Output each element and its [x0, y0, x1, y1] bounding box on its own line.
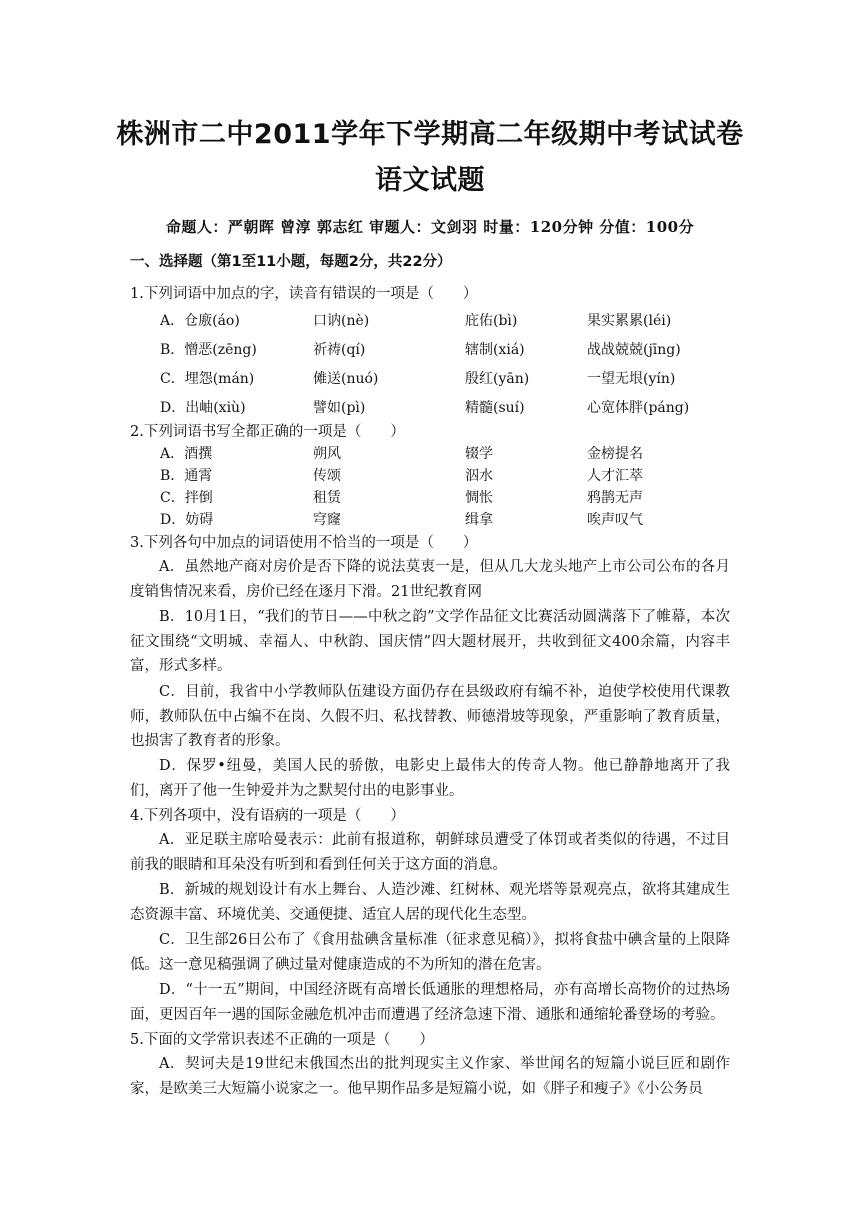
q1-option-d: D．出岫(xiù): [160, 400, 246, 416]
q1-option-a: A．仓廒(áo): [160, 313, 240, 329]
q1-option-b: B．憎恶(zēng): [160, 342, 257, 358]
section-heading: 一、选择题（第1至11小题，每题2分，共22分）: [130, 254, 452, 270]
q4-option-b: B．新城的规划设计有水上舞台、人造沙滩、红树林、观光塔等景观亮点，欲将其建成生态资源丰富、环境优美、交通便捷、适宜人居的现代化生态型。: [130, 882, 730, 923]
q3-option-b: B．10月1日，“我们的节日——中秋之韵”文学作品征文比赛活动圆满落下了帷幕，本次征文围绕“文明城、幸福人、中秋韵、国庆情”四大题材展开，共收到征文400余篇，内容丰富，形式多样。: [130, 609, 730, 674]
q4-option-a: A．亚足联主席哈曼表示：此前有报道称，朝鲜球员遭受了体罚或者类似的待遇，不过目前我的眼睛和耳朵没有听到和看到任何关于这方面的消息。: [130, 832, 730, 873]
q1-option-a-word3: 庇佑(bì): [465, 313, 518, 329]
q4-option-d: D．“十一五”期间，中国经济既有高增长低通胀的理想格局，亦有高增长高物价的过热场面，更因百年一遇的国际金融危机冲击而遭遇了经济急速下滑、通胀和通缩轮番登场的考验。: [130, 982, 730, 1023]
q2-option-a-word3: 辍学: [465, 446, 493, 462]
q2-option-d-word4: 唉声叹气: [587, 512, 643, 528]
q1-option-a-word4: 果实累累(léi): [587, 313, 672, 329]
q1-option-b-word3: 辖制(xiá): [465, 342, 525, 358]
q1-option-c: C．埋怨(mán): [160, 371, 255, 387]
q2-option-a: A．酒撰: [160, 446, 213, 462]
q1-option-c-word4: 一望无垠(yín): [587, 371, 676, 387]
q1-option-b-word2: 祈祷(qí): [313, 342, 366, 358]
q2-option-d-word3: 缉拿: [465, 512, 493, 528]
q1-option-c-word2: 傩送(nuó): [313, 371, 379, 387]
q1-option-c-word3: 殷红(yān): [465, 371, 530, 387]
q1-option-a-word2: 口讷(nè): [313, 313, 370, 329]
q2-option-c: C．拌倒: [160, 490, 213, 506]
q3-option-c: C．目前，我省中小学教师队伍建设方面仍存在县级政府有编不补，迫使学校使用代课教师，教师队伍中占编不在岗、久假不归、私找替教、师德滑坡等现象，严重影响了教育质量，也损害了教育者的形象。: [130, 684, 730, 749]
q1-option-d-word4: 心宽体胖(páng): [587, 400, 690, 416]
q1-option-b-word4: 战战兢兢(jīng): [587, 342, 681, 358]
q1-option-d-word3: 精髓(suí): [465, 400, 525, 416]
q2-option-b-word3: 泅水: [465, 468, 493, 484]
q3-option-a: A．虽然地产商对房价是否下降的说法莫衷一是，但从几大龙头地产上市公司公布的各月度销售情况来看，房价已经在逐月下滑。21世纪教育网: [130, 559, 730, 600]
q2-option-d-word2: 穹窿: [313, 512, 341, 528]
q2-option-b-word4: 人才汇萃: [587, 468, 643, 484]
exam-title: 株洲市二中2011学年下学期高二年级期中考试试卷: [116, 119, 744, 150]
exam-meta: 命题人：严朝晖 曾淳 郭志红 审题人：文剑羽 时量：120分钟 分值：100分: [165, 218, 695, 236]
q2-option-b: B．通霄: [160, 468, 213, 484]
question-4-stem: 4.下列各项中，没有语病的一项是（ ）: [130, 808, 405, 824]
q2-option-b-word2: 传颂: [313, 468, 341, 484]
q1-option-d-word2: 譬如(pì): [313, 400, 366, 416]
question-2-stem: 2.下列词语书写全都正确的一项是（ ）: [130, 424, 405, 440]
q2-option-d: D．妨碍: [160, 512, 214, 528]
q5-option-a: A．契诃夫是19世纪末俄国杰出的批判现实主义作家、举世闻名的短篇小说巨匠和剧作家，是欧美三大短篇小说家之一。他早期作品多是短篇小说，如《胖子和瘦子》《小公务员: [130, 1056, 730, 1097]
question-3-stem: 3.下列各句中加点的词语使用不恰当的一项是（ ）: [130, 535, 478, 551]
question-5-stem: 5.下面的文学常识表述不正确的一项是（ ）: [130, 1032, 434, 1048]
q2-option-c-word2: 租赁: [313, 490, 341, 506]
q2-option-c-word3: 惆怅: [465, 490, 493, 506]
q3-option-d: D．保罗•纽曼，美国人民的骄傲，电影史上最伟大的传奇人物。他已静静地离开了我们，离开了他一生钟爱并为之默契付出的电影事业。: [130, 758, 730, 799]
question-1-stem: 1.下列词语中加点的字，读音有错误的一项是（ ）: [130, 286, 478, 302]
exam-subtitle: 语文试题: [375, 165, 485, 196]
q2-option-a-word4: 金榜提名: [587, 446, 643, 462]
q2-option-a-word2: 朔风: [313, 446, 341, 462]
q2-option-c-word4: 鸦鹊无声: [587, 490, 643, 506]
q4-option-c: C．卫生部26日公布了《食用盐碘含量标准（征求意见稿）》，拟将食盐中碘含量的上限降低。这一意见稿强调了碘过量对健康造成的不为所知的潜在危害。: [130, 932, 730, 973]
